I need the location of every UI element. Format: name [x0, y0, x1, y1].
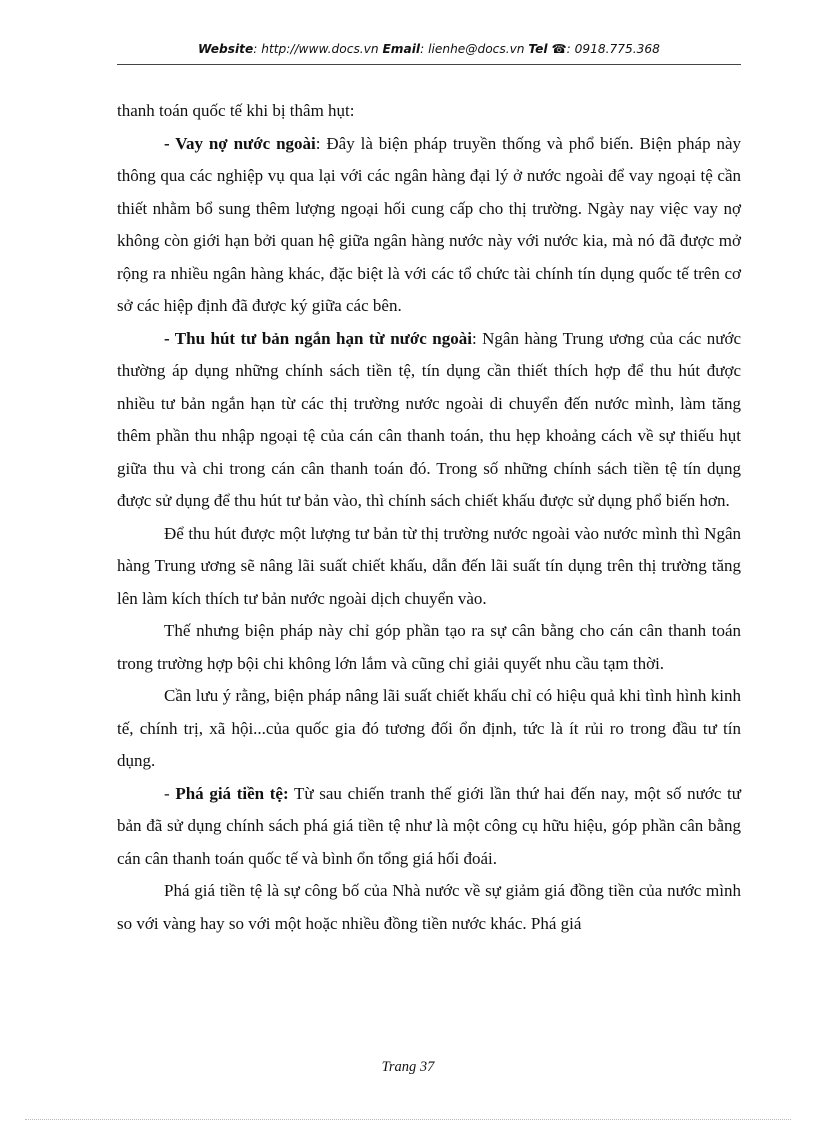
phone-icon: ☎	[551, 42, 567, 56]
page-header	[117, 42, 741, 65]
paragraph	[117, 680, 741, 778]
paragraph	[117, 518, 741, 616]
page-number: Trang 37	[381, 1059, 435, 1075]
paragraph	[117, 95, 741, 128]
email-value: : lienhe@docs.vn	[420, 42, 525, 56]
paragraph-text: Để thu hút được một lượng tư bản từ thị trường nước ngoài vào nước mình thì Ngân hàng Trung ương sẽ nâng lãi suất chiết khấu, dẫn đến lãi suất tín dụng trên thị trường tăng lên làm kích thích tư bản nước ngoài dịch chuyển vào.	[117, 523, 741, 608]
paragraph	[117, 875, 741, 940]
paragraph	[117, 615, 741, 680]
paragraph	[117, 128, 741, 323]
paragraph-text: : Ngân hàng Trung ương của các nước thường áp dụng những chính sách tiền tệ, tín dụng cần thiết thích hợp để thu hút được nhiều tư bản ngắn hạn từ các thị trường nước ngoài di chuyển đến nước mình, làm tăng thêm phần thu nhập ngoại tệ của cán cân thanh toán, thu hẹp khoảng cách về sự thiếu hụt giữa thu và chi trong cán cân thanh toán đó. Trong số những chính sách tiền tệ tín dụng được sử dụng để thu hút tư bản vào, thì chính sách chiết khấu được sử dụng phổ biến hơn.	[117, 328, 741, 510]
paragraph-text: Từ sau chiến tranh thế giới lần thứ hai đến nay, một số nước tư bản đã sử dụng chính sách phá giá tiền tệ như là một công cụ hữu hiệu, góp phần cân bằng cán cân thanh toán quốc tế và bình ổn tổng giá hối đoái.	[117, 783, 741, 868]
website-value: : http://www.docs.vn	[253, 42, 379, 56]
paragraph-heading: - Thu hút tư bản ngắn hạn từ nước ngoài	[164, 328, 472, 348]
website-label: Website	[198, 42, 254, 56]
paragraph-text: Thế nhưng biện pháp này chỉ góp phần tạo ra sự cân bằng cho cán cân thanh toán trong trường hợp bội chi không lớn lắm và cũng chỉ giải quyết nhu cầu tạm thời.	[117, 621, 741, 673]
tel-value: : 0918.775.368	[566, 42, 660, 56]
paragraph-text: Cần lưu ý rằng, biện pháp nâng lãi suất chiết khấu chỉ có hiệu quả khi tình hình kinh tế, chính trị, xã hội...của quốc gia đó tương đối ổn định, tức là ít rủi ro trong đầu tư tín dụng.	[117, 686, 741, 770]
paragraph	[117, 323, 741, 518]
paragraph-text: Phá giá tiền tệ là sự công bố của Nhà nước về sự giảm giá đồng tiền của nước mình so với vàng hay so với một hoặc nhiều đồng tiền nước khác. Phá giá	[117, 881, 741, 933]
page-bottom-divider	[25, 1119, 791, 1120]
paragraph-text: : Đây là biện pháp truyền thống và phổ biến. Biện pháp này thông qua các nghiệp vụ qua lại với các ngân hàng đại lý ở nước ngoài để vay ngoại tệ cần thiết nhằm bổ sung thêm lượng ngoại hối cung cấp cho thị trường. Ngày nay việc vay nợ không còn giới hạn bởi quan hệ giữa ngân hàng nước này với nước kia, mà nó đã được mở rộng ra nhiều ngân hàng khác, đặc biệt là với các tổ chức tài chính tín dụng quốc tế trên cơ sở các hiệp định đã được ký giữa các bên.	[117, 133, 742, 315]
paragraph-prefix: -	[164, 783, 176, 803]
paragraph	[117, 778, 741, 876]
paragraph-heading: - Vay nợ nước ngoài	[164, 133, 316, 153]
paragraph-text: thanh toán quốc tế khi bị thâm hụt:	[117, 101, 355, 120]
document-body	[117, 95, 741, 940]
email-label: Email	[382, 42, 421, 56]
tel-label: Tel	[528, 42, 548, 56]
paragraph-heading: Phá giá tiền tệ:	[175, 783, 289, 803]
